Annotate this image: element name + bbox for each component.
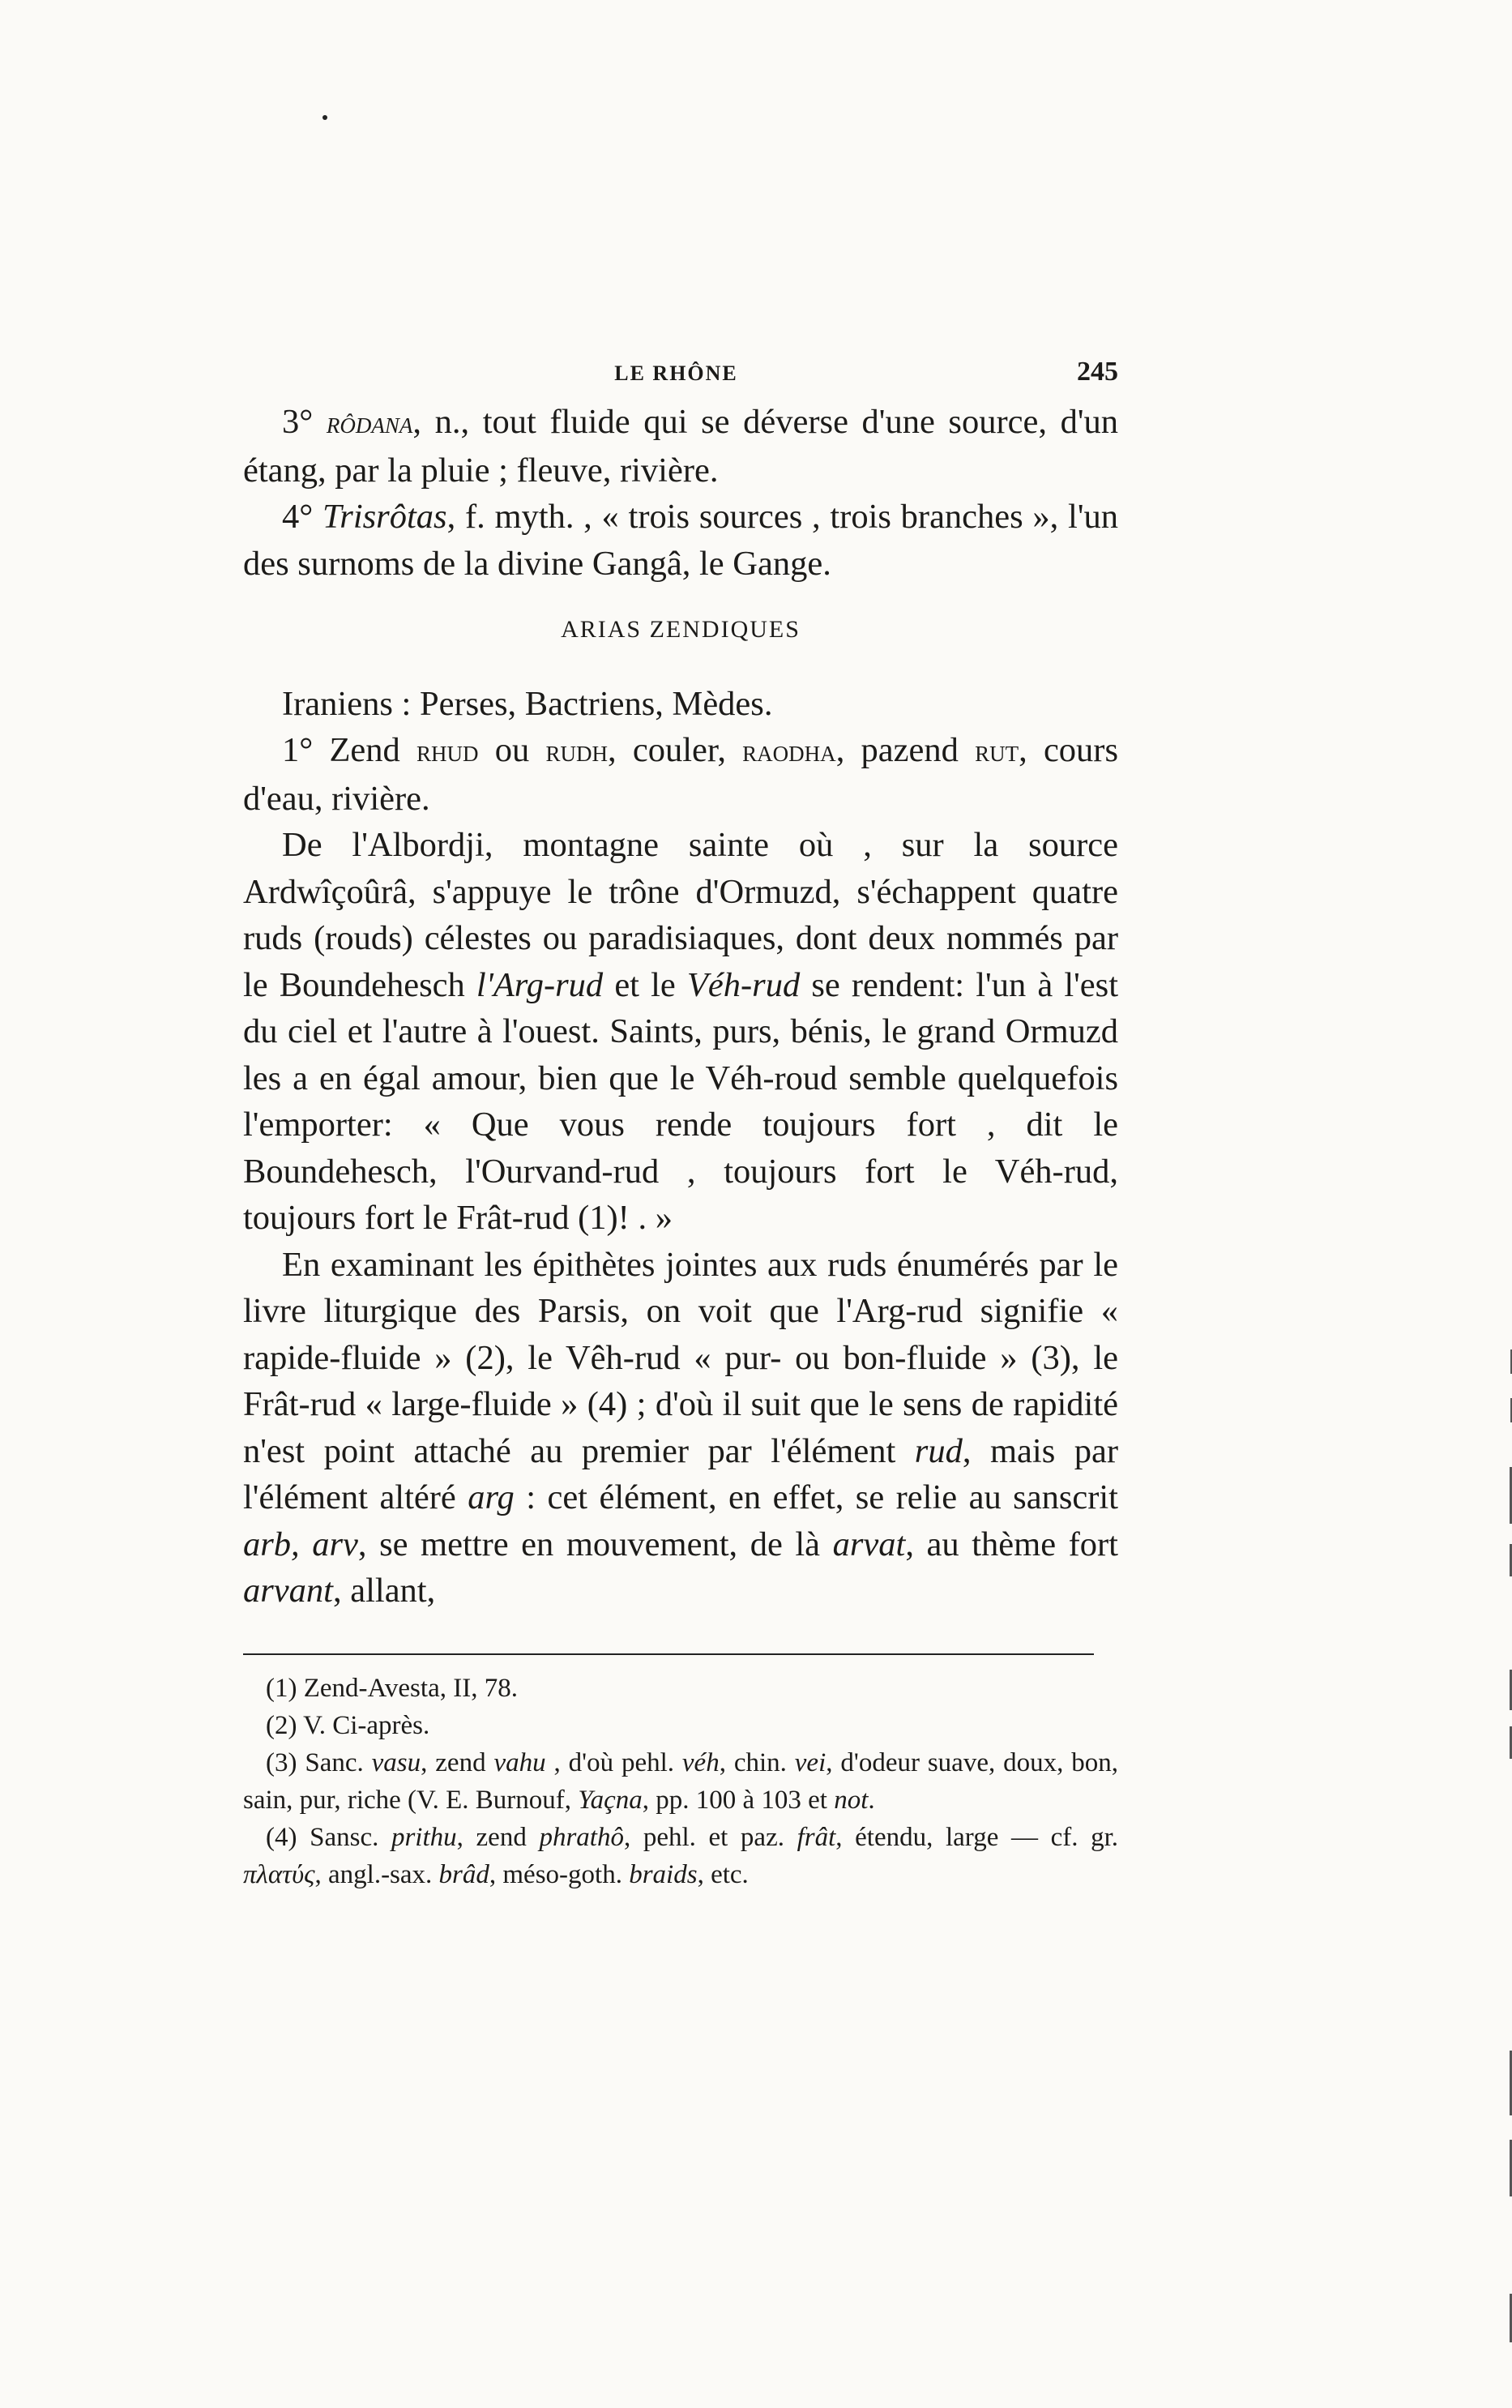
page-header bbox=[243, 357, 1118, 399]
term: πλατύς bbox=[243, 1859, 315, 1889]
term: arvant bbox=[243, 1572, 333, 1610]
text-run: , pehl. et paz. bbox=[623, 1822, 797, 1852]
text-run: , au thème fort bbox=[905, 1525, 1118, 1563]
paragraph-albordji bbox=[243, 822, 1118, 1242]
text-run: . bbox=[868, 1785, 875, 1815]
term: vasu bbox=[371, 1747, 421, 1777]
text-run: De l'Albordji, montagne sainte où , sur la source Ardwîçoûrâ, s'appuye le trône d'Ormuzd, s'échappent quatre ruds (rouds) célestes ou paradisiaques, dont deux nommés par le Boundehesch bbox=[243, 826, 1118, 1004]
text-run: , couler, bbox=[607, 731, 743, 769]
term: vahu bbox=[493, 1747, 546, 1777]
zend-term: rudh bbox=[545, 734, 608, 768]
text-run: , cours d'eau, rivière. bbox=[243, 731, 1118, 818]
term: braids bbox=[629, 1859, 698, 1889]
item-number: 3° bbox=[282, 403, 314, 441]
term: rud bbox=[914, 1431, 963, 1470]
text-run: , chin. bbox=[719, 1747, 795, 1777]
text-run: , se mettre en mouvement, de là bbox=[357, 1525, 833, 1563]
text-run: , méso-goth. bbox=[489, 1859, 630, 1889]
term: arb, arv bbox=[243, 1525, 358, 1563]
footnote-1: (1) Zend-Avesta, II, 78. bbox=[266, 1673, 518, 1703]
term: arg bbox=[468, 1478, 515, 1516]
term: arvat bbox=[832, 1525, 906, 1563]
text-run: , etc. bbox=[697, 1859, 749, 1889]
text-run: , angl.-sax. bbox=[314, 1859, 439, 1889]
paragraph-epithetes bbox=[243, 1242, 1118, 1615]
footnote-4 bbox=[243, 1819, 1118, 1893]
page-number: 245 bbox=[1077, 357, 1118, 387]
footnotes bbox=[243, 1670, 1118, 1893]
term: phrathô bbox=[539, 1822, 624, 1852]
running-title: LE RHÔNE bbox=[614, 361, 738, 385]
footnote-3 bbox=[243, 1744, 1118, 1819]
sanskrit-term: Trisrôtas bbox=[322, 498, 447, 536]
item-number: 4° bbox=[282, 498, 314, 536]
footnote-divider bbox=[243, 1653, 1094, 1655]
term: véh bbox=[681, 1747, 720, 1777]
zend-term: raodha bbox=[742, 734, 836, 768]
river-name: l'Arg-rud bbox=[476, 965, 604, 1004]
text-run: , étendu, large — cf. gr. bbox=[835, 1822, 1119, 1852]
paragraph-rodana bbox=[243, 399, 1118, 494]
term: vei bbox=[794, 1747, 826, 1777]
section-heading: ARIAS ZENDIQUES bbox=[561, 616, 801, 643]
paragraph-iraniens: Iraniens : Perses, Bactriens, Mèdes. bbox=[282, 684, 773, 723]
sanskrit-term: rôdana bbox=[326, 406, 413, 440]
term: frât bbox=[797, 1822, 836, 1852]
zend-term: rhud bbox=[416, 734, 479, 768]
term: brâd bbox=[438, 1859, 489, 1889]
text-run: : cet élément, en effet, se relie au sanscrit bbox=[514, 1478, 1118, 1516]
text-run: ou bbox=[478, 731, 546, 769]
paragraph-text: , f. myth. , « trois sources , trois branches », l'un des surnoms de la divine Gangâ, le Gange. bbox=[243, 498, 1119, 583]
text-run: et le bbox=[603, 965, 687, 1004]
text-run: , d'où pehl. bbox=[545, 1747, 682, 1777]
paragraph-text: , n., tout fluide qui se déverse d'une source, d'un étang, par la pluie ; fleuve, rivière. bbox=[243, 403, 1119, 490]
body-text bbox=[243, 399, 1118, 1615]
text-run: 1° Zend bbox=[282, 731, 417, 769]
text-run: , zend bbox=[421, 1747, 494, 1777]
paragraph-trisrotas bbox=[243, 494, 1118, 587]
text-run: , mais par l'élément altéré bbox=[243, 1431, 1118, 1516]
text-run: (4) Sansc. bbox=[266, 1822, 391, 1852]
term: prithu bbox=[391, 1822, 457, 1852]
text-run: En examinant les épithètes jointes aux ruds énumérés par le livre liturgique des Parsis, on voit que l'Arg-rud signifie « rapide-fluide » (2), le Vêh-rud « pur- ou bon-fluide » (3), le Frât-rud « large-fluide » (4) ; d'où il suit que le sens de rapidité n'est point attaché au premier par l'élément bbox=[243, 1245, 1118, 1470]
term: Yaçna bbox=[578, 1785, 643, 1815]
text-run: , zend bbox=[456, 1822, 540, 1852]
river-name: Véh-rud bbox=[686, 965, 801, 1004]
pazend-term: rut bbox=[975, 734, 1019, 768]
text-run: , pazend bbox=[835, 731, 976, 769]
footnote-2: (2) V. Ci-après. bbox=[266, 1710, 430, 1740]
term: not bbox=[834, 1785, 869, 1815]
text-run: se rendent: l'un à l'est du ciel et l'autre à l'ouest. Saints, purs, bénis, le grand Ormuzd les a en égal amour, bien que le Véh-roud semble quelquefois l'emporter: « Que vous rende toujours fort , dit le Boundehesch, l'Ourvand-rud , toujours fort le Véh-rud, toujours fort le Frât-rud (1)! . » bbox=[243, 965, 1119, 1237]
text-run: , d'odeur suave, doux, bon, sain, pur, riche (V. E. Burnouf, bbox=[243, 1747, 1118, 1815]
text-run: (3) Sanc. bbox=[266, 1747, 372, 1777]
paragraph-zend bbox=[243, 727, 1118, 822]
text-run: , allant, bbox=[332, 1572, 436, 1610]
text-run: , pp. 100 à 103 et bbox=[642, 1785, 835, 1815]
ink-speck bbox=[322, 115, 327, 120]
book-page bbox=[243, 357, 1118, 1893]
